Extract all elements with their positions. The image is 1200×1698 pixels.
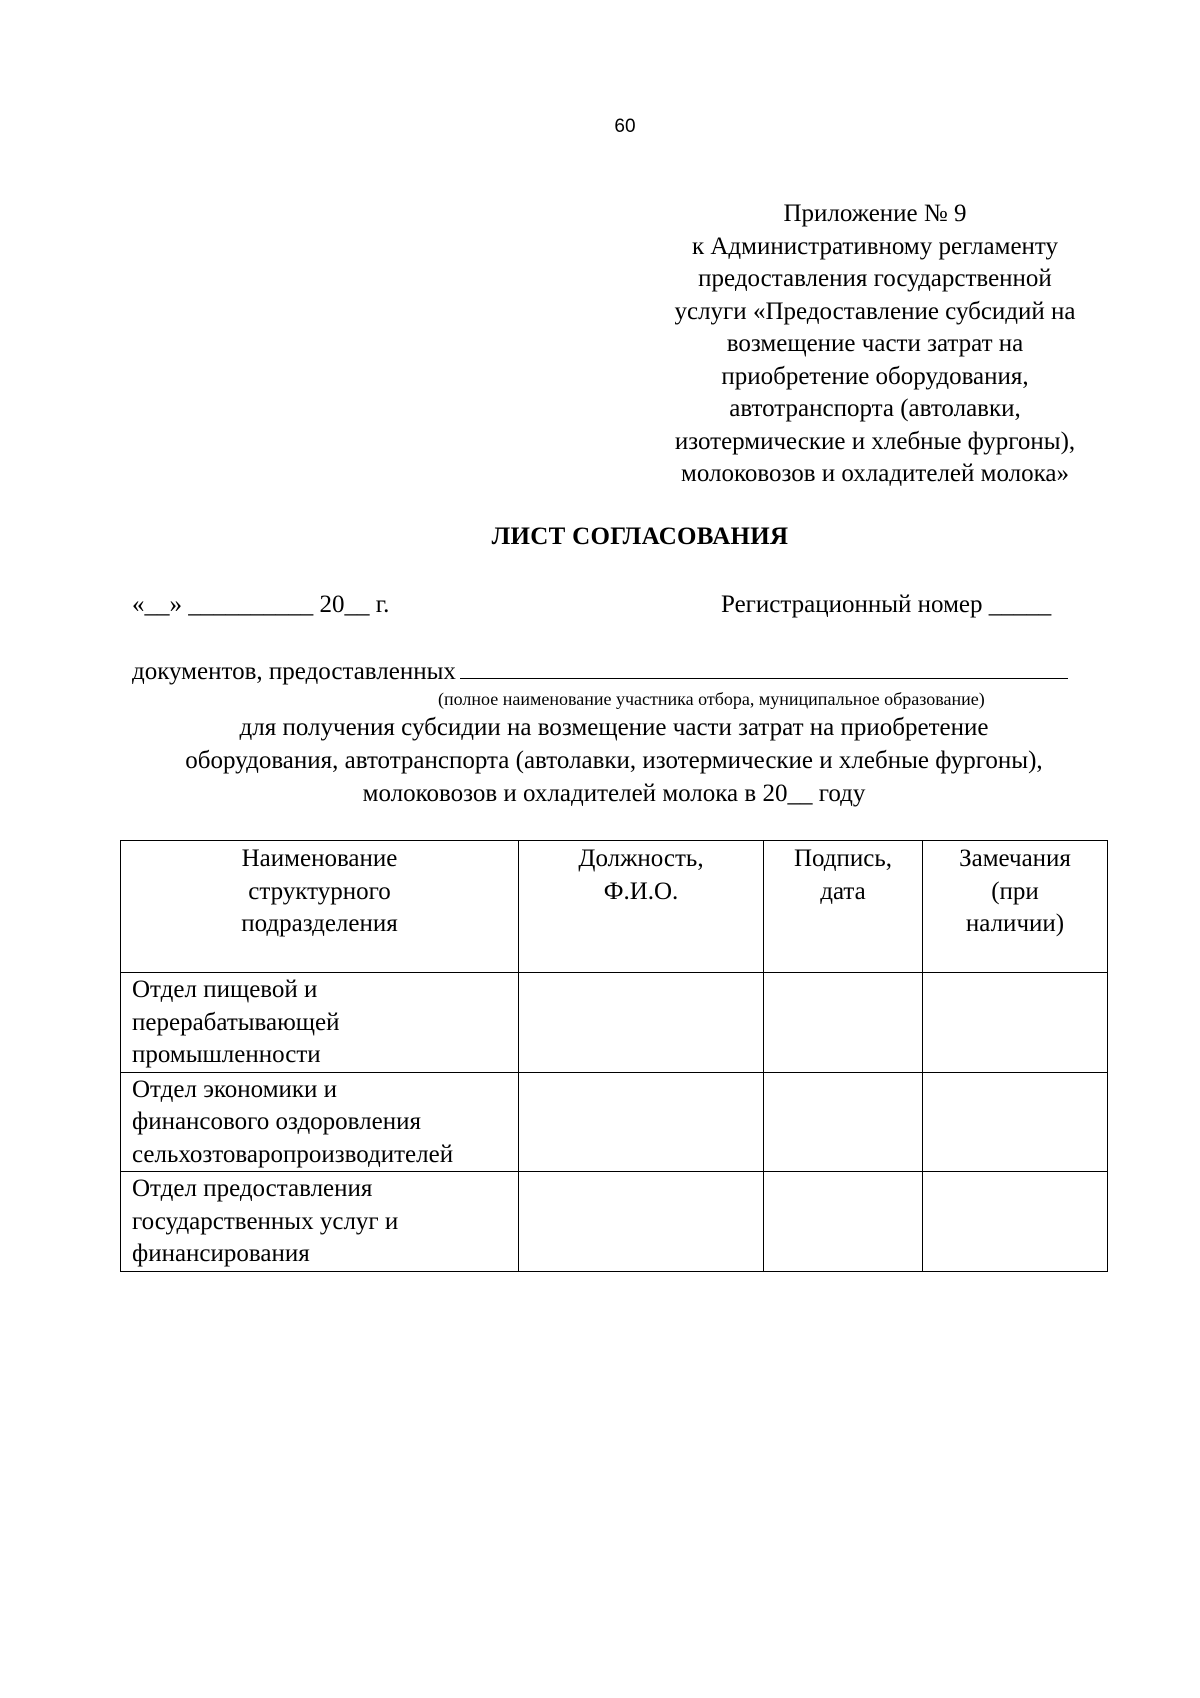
table-row [121,973,1108,1073]
appendix-line: услуги «Предоставление субсидий на [674,297,1076,325]
position-name-cell[interactable] [519,1072,764,1172]
approval-table [120,840,1108,1272]
header-signature-date: Подпись, дата [764,841,923,973]
purpose-line: для получения субсидии на возмещение части затрат на приобретение [239,714,989,741]
appendix-line: возмещение части затрат на [726,330,1024,357]
department-cell: Отдел пищевой и перерабатывающей промышленности [121,973,519,1073]
appendix-line: предоставления государственной [698,265,1052,292]
table-row [121,1072,1108,1172]
position-name-cell[interactable] [519,973,764,1073]
remarks-cell[interactable] [923,1172,1108,1272]
department-cell: Отдел экономики и финансового оздоровления сельхозтоваропроизводителей [121,1072,519,1172]
header-department: Наименование структурного подразделения [121,841,519,973]
table-header-row [121,841,1108,973]
appendix-line: Приложение № 9 [783,200,967,227]
header-position-name: Должность, Ф.И.О. [519,841,764,973]
participant-name-caption: (полное наименование участника отбора, муниципальное образование) [438,689,985,709]
header-remarks: Замечания (при наличии) [923,841,1108,973]
position-name-cell[interactable] [519,1172,764,1272]
registration-number-field: Регистрационный номер _____ [721,591,1052,618]
appendix-line: автотранспорта (автолавки, [729,395,1021,422]
appendix-line: изотермические и хлебные фургоны), [674,427,1076,455]
purpose-line: молоковозов и охладителей молока в 20__ году [362,780,866,807]
signature-date-cell[interactable] [764,1172,923,1272]
page-number: 60 [614,116,636,137]
signature-date-cell[interactable] [764,973,923,1073]
table-row [121,1172,1108,1272]
remarks-cell[interactable] [923,1072,1108,1172]
participant-name-blank [460,656,1068,679]
appendix-line: приобретение оборудования, [721,362,1029,390]
remarks-cell[interactable] [923,973,1108,1073]
appendix-line: молоковозов и охладителей молока» [681,460,1069,487]
appendix-line: к Административному регламенту [691,232,1059,260]
department-cell: Отдел предоставления государственных услуг и финансирования [121,1172,519,1272]
date-field: «__» __________ 20__ г. [132,591,390,618]
signature-date-cell[interactable] [764,1072,923,1172]
purpose-line: оборудования, автотранспорта (автолавки, изотермические и хлебные фургоны), [185,747,1043,774]
appendix-header [640,198,1110,491]
documents-submitted-line [132,656,1122,686]
document-title: ЛИСТ СОГЛАСОВАНИЯ [491,523,789,550]
documents-label: документов, предоставленных [132,658,456,685]
purpose-paragraph [108,711,1120,810]
